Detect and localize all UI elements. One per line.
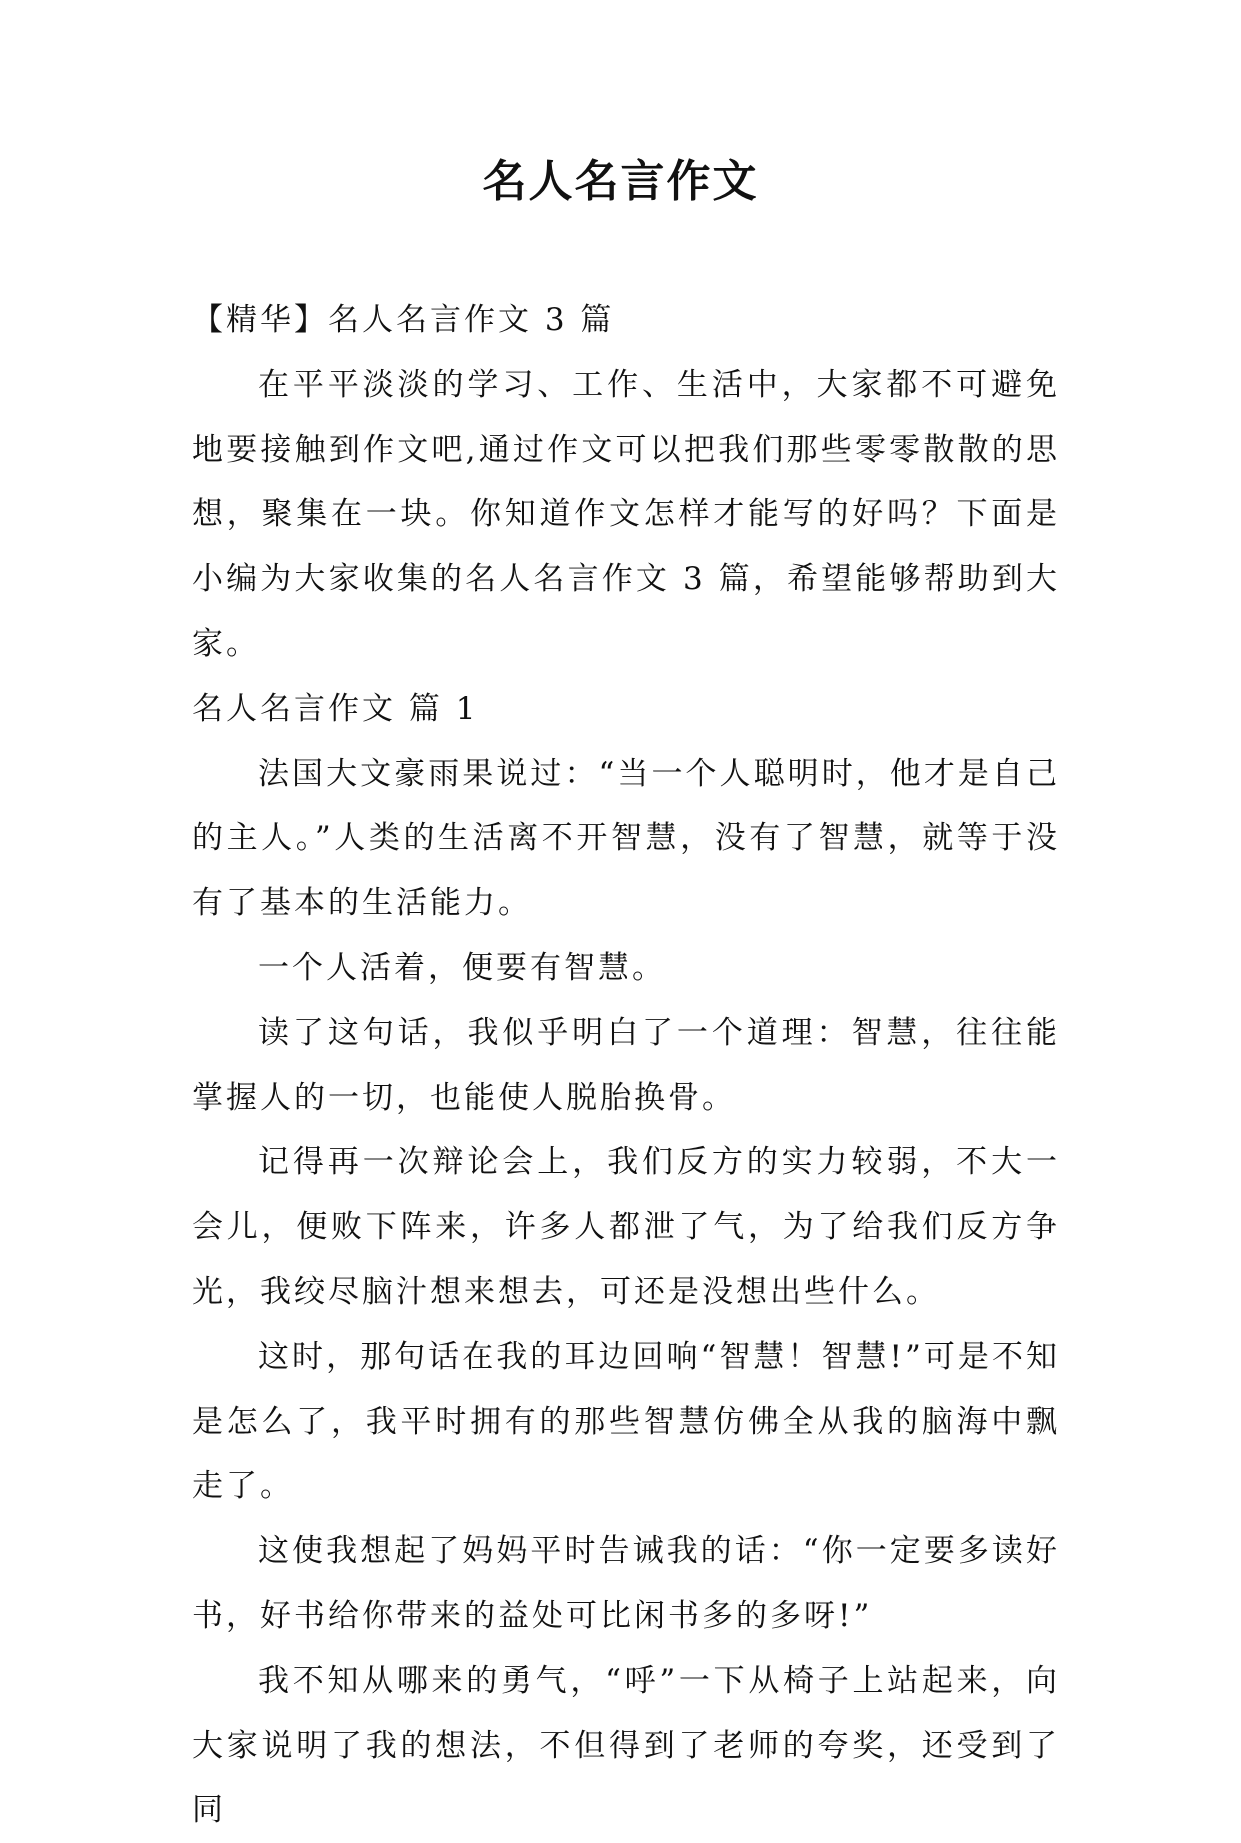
body-paragraph: 记得再一次辩论会上，我们反方的实力较弱，不大一会儿，便败下阵来，许多人都泄了气，为了给我们反方争光，我绞尽脑汁想来想去，可还是没想出些什么。 (192, 1144, 1060, 1310)
document-title: 名人名言作文 (482, 156, 759, 207)
body-paragraph: 这使我想起了妈妈平时告诫我的话：“你一定要多读好书，好书给你带来的益处可比闲书多的多呀!” (192, 1533, 1060, 1634)
intro-heading: 【精华】名人名言作文 3 篇 (192, 302, 615, 338)
intro-paragraph: 在平平淡淡的学习、工作、生活中，大家都不可避免地要接触到作文吧,通过作文可以把我们那些零零散散的思想，聚集在一块。你知道作文怎样才能写的好吗？下面是小编为大家收集的名人名言作文 3 篇，希望能够帮助到大家。 (192, 366, 1060, 662)
body-paragraph: 读了这句话，我似乎明白了一个道理：智慧，往往能掌握人的一切，也能使人脱胎换骨。 (192, 1014, 1060, 1116)
section-heading: 名人名言作文 篇 1 (192, 690, 479, 727)
body-paragraph: 这时，那句话在我的耳边回响“智慧！智慧!”可是不知是怎么了，我平时拥有的那些智慧仿佛全从我的脑海中飘走了。 (192, 1338, 1060, 1505)
body-paragraph: 我不知从哪来的勇气，“呼”一下从椅子上站起来，向大家说明了我的想法，不但得到了老师的夸奖，还受到了同 (192, 1662, 1060, 1829)
body-paragraph: 一个人活着，便要有智慧。 (258, 949, 666, 986)
body-paragraph: 法国大文豪雨果说过：“当一个人聪明时，他才是自己的主人。”人类的生活离不开智慧，没有了智慧，就等于没有了基本的生活能力。 (192, 755, 1060, 922)
document-body (192, 288, 1060, 1843)
